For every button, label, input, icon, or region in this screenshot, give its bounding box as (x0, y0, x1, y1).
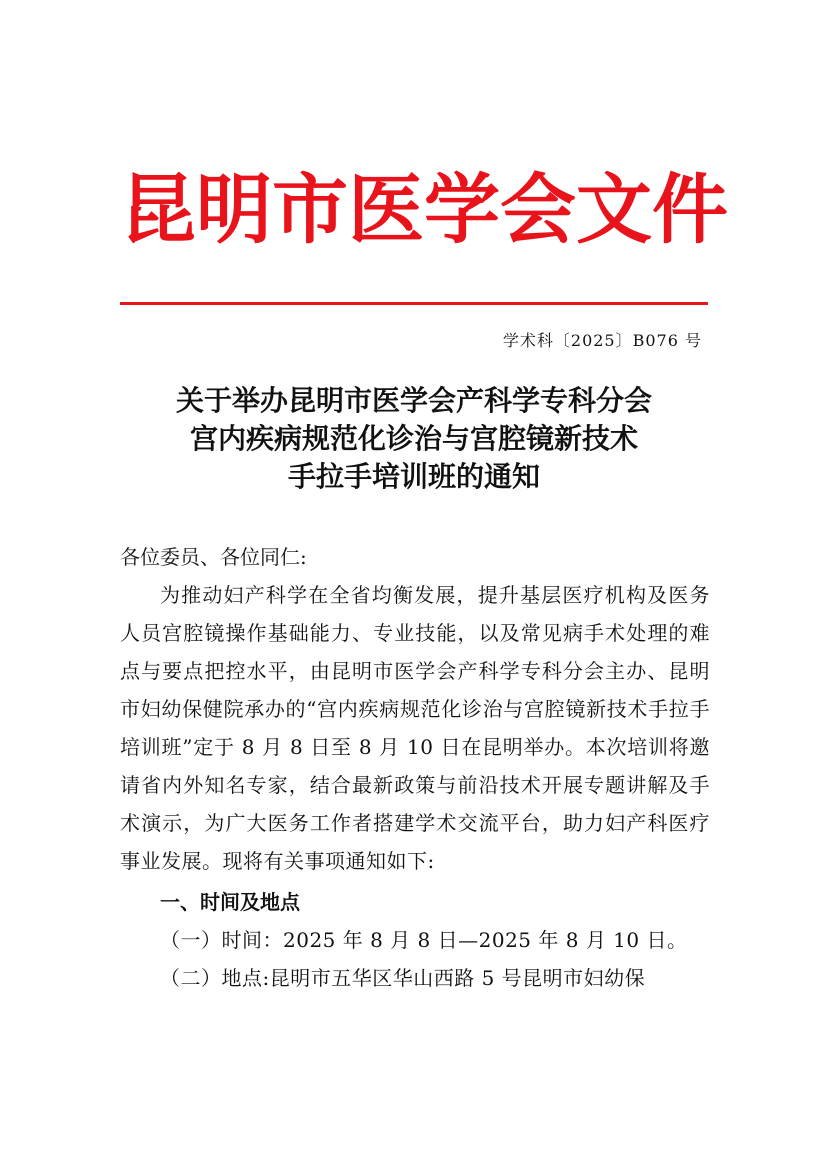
header-char: 明 (196, 165, 272, 254)
section-heading-time-location: 一、时间及地点 (160, 890, 300, 914)
intro-paragraph: 为推动妇产科学在全省均衡发展，提升基层医疗机构及医务人员宫腔镜操作基础能力、专业技能，以及常见病手术处理的难点与要点把控水平，由昆明市医学会产科学专科分会主办、昆明市妇幼保健院承办的“宫内疾病规范化诊治与宫腔镜新技术手拉手培训班”定于 8 月 8 日至 8 月 10 日在昆明举办。本次培训将邀请省内外知名专家，结合最新政策与前沿技术开展专题讲解及手术演示，为广大医务工作者搭建学术交流平台，助力妇产科医疗事业发展。现将有关事项通知如下: (120, 583, 710, 873)
notice-title-line: 手拉手培训班的通知 (287, 460, 540, 493)
notice-title-line: 宫内疾病规范化诊治与宫腔镜新技术 (189, 422, 638, 455)
notice-title (120, 382, 708, 496)
document-header-title (120, 160, 728, 260)
header-char: 件 (652, 165, 728, 254)
header-char: 会 (500, 165, 576, 254)
document-body (120, 538, 710, 997)
time-line: （一）时间：2025 年 8 月 8 日—2025 年 8 月 10 日。 (160, 928, 688, 952)
salutation: 各位委员、各位同仁: (120, 545, 307, 569)
notice-title-line: 关于举办昆明市医学会产科学专科分会 (175, 384, 652, 417)
document-number: 学术科〔2025〕B076 号 (502, 331, 702, 350)
header-char: 文 (576, 165, 652, 254)
header-char: 医 (348, 165, 424, 254)
header-char: 市 (272, 165, 348, 254)
location-line: （二）地点:昆明市五华区华山西路 5 号昆明市妇幼保 (160, 966, 646, 990)
header-divider (120, 302, 708, 305)
header-char: 昆 (120, 165, 196, 254)
header-char: 学 (424, 165, 500, 254)
